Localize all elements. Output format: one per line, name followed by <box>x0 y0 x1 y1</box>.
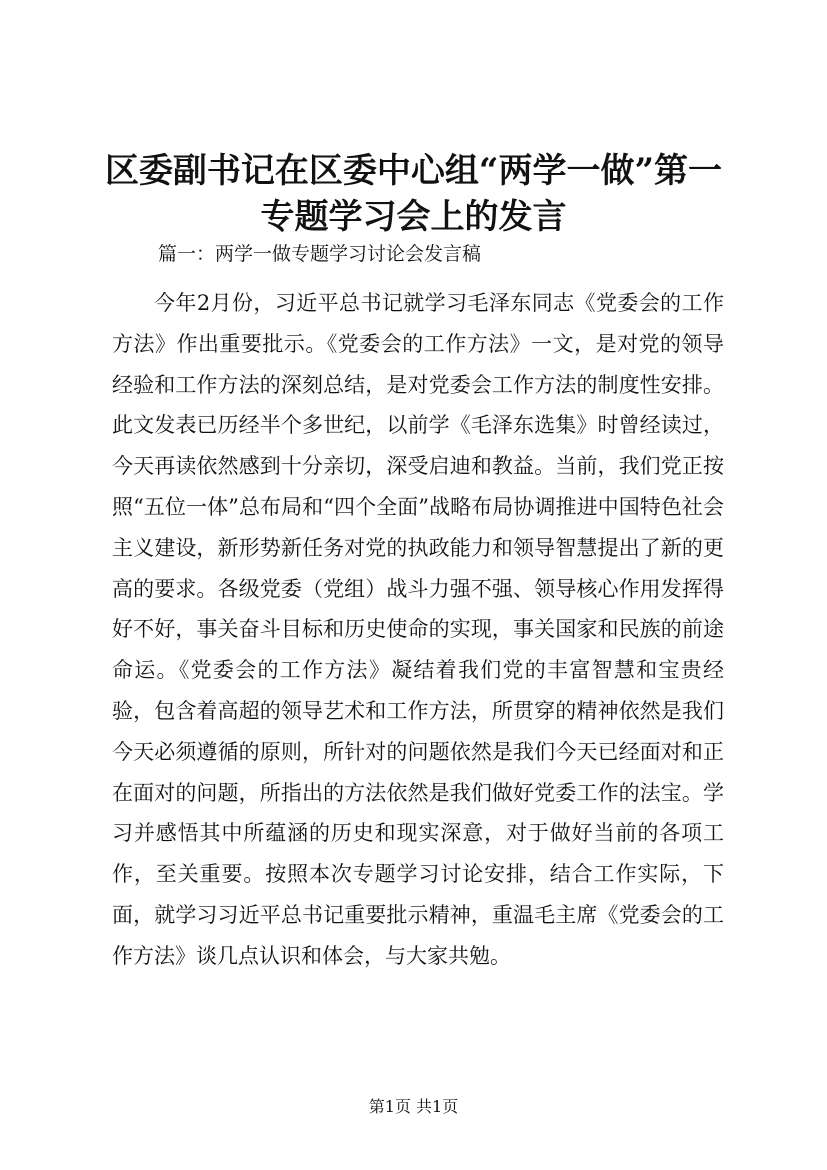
page-number-footer: 第1页 共1页 <box>368 1097 459 1116</box>
document-title: 区委副书记在区委中心组“两学一做”第一专题学习会上的发言 <box>104 151 723 237</box>
document-subtitle: 篇一：两学一做专题学习讨论会发言稿 <box>158 243 482 265</box>
document-body-paragraph: 今年2月份，习近平总书记就学习毛泽东同志《党委会的工作方法》作出重要批示。《党委会的工作方法》一文，是对党的领导经验和工作方法的深刻总结，是对党委会工作方法的制度性安排。此文发表已历经半个多世纪，以前学《毛泽东选集》时曾经读过，今天再读依然感到十分亲切，深受启迪和教益。当前，我们党正按照“五位一体”总布局和“四个全面”战略布局协调推进中国特色社会主义建设，新形势新任务对党的执政能力和领导智慧提出了新的更高的要求。各级党委（党组）战斗力强不强、领导核心作用发挥得好不好，事关奋斗目标和历史使命的实现，事关国家和民族的前途命运。《党委会的工作方法》凝结着我们党的丰富智慧和宝贵经验，包含着高超的领导艺术和工作方法，所贯穿的精神依然是我们今天必须遵循的原则，所针对的问题依然是我们今天已经面对和正在面对的问题，所指出的方法依然是我们做好党委工作的法宝。学习并感悟其中所蕴涵的历史和现实深意，对于做好当前的各项工作，至关重要。按照本次专题学习讨论安排，结合工作实际，下面，就学习习近平总书记重要批示精神，重温毛主席《党委会的工作方法》谈几点认识和体会，与大家共勉。 <box>112 291 724 968</box>
